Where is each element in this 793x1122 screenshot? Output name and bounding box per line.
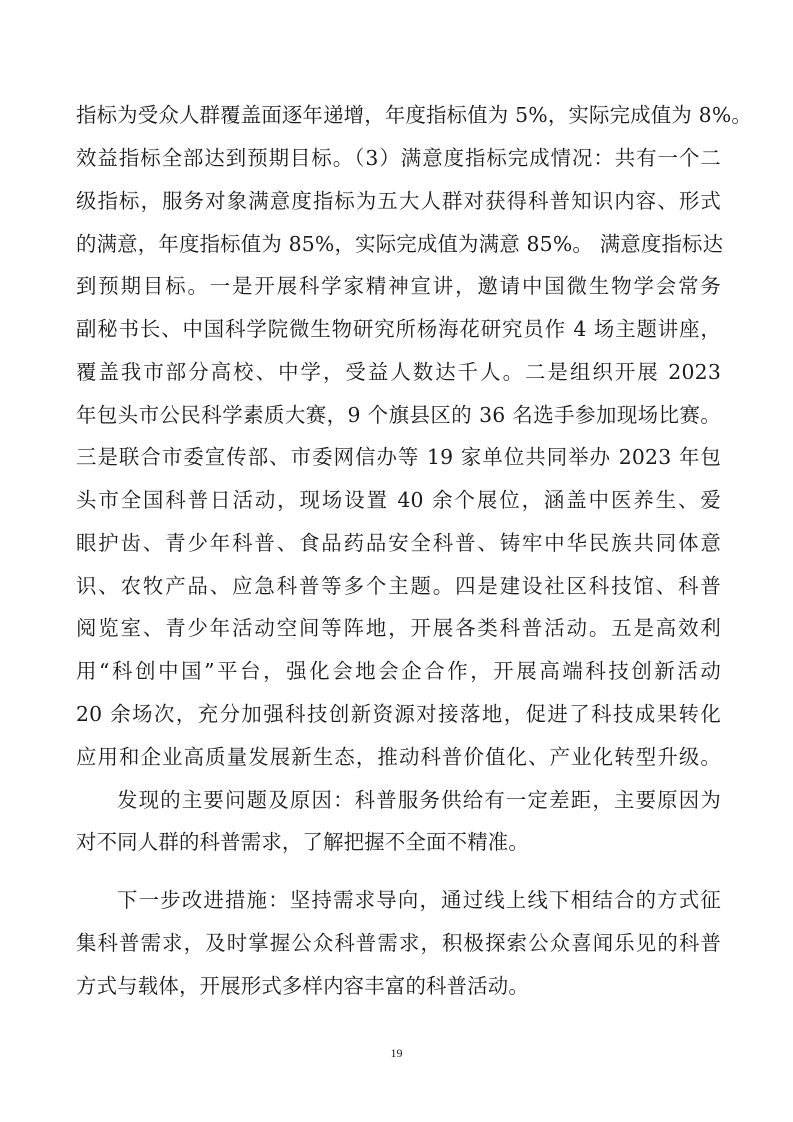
text-line: 副秘书长、中国科学院微生物研究所杨海花研究员作 4 场主题讲座，	[76, 317, 721, 341]
text-line: 效益指标全部达到预期目标。（3）满意度指标完成情况：共有一个二	[76, 146, 721, 170]
text-line: 对不同人群的科普需求，了解把握不全面不精准。	[76, 830, 529, 854]
text-line: 识、农牧产品、应急科普等多个主题。四是建设社区科技馆、科普	[76, 574, 721, 598]
page-number: 19	[390, 1046, 403, 1060]
text-line: 三是联合市委宣传部、市委网信办等 19 家单位共同举办 2023 年包	[76, 445, 721, 469]
text-line: 头市全国科普日活动，现场设置 40 余个展位，涵盖中医养生、爱	[76, 488, 721, 512]
text-line: 年包头市公民科学素质大赛，9 个旗县区的 36 名选手参加现场比赛。	[76, 403, 721, 427]
text-line: 到预期目标。一是开展科学家精神宣讲，邀请中国微生物学会常务	[76, 274, 721, 298]
text-line: 的满意，年度指标值为 85%，实际完成值为满意 85%。 满意度指标达	[76, 232, 724, 256]
text-line: 发现的主要问题及原因：科普服务供给有一定差距，主要原因为	[117, 788, 721, 812]
text-line: 用“科创中国”平台，强化会地会企合作，开展高端科技创新活动	[76, 659, 721, 683]
text-line: 级指标，服务对象满意度指标为五大人群对获得科普知识内容、形式	[76, 189, 721, 213]
text-line: 阅览室、青少年活动空间等阵地，开展各类科普活动。五是高效利	[76, 616, 721, 640]
text-line: 20 余场次，充分加强科技创新资源对接落地，促进了科技成果转化	[76, 702, 721, 726]
text-line: 下一步改进措施：坚持需求导向，通过线上线下相结合的方式征	[117, 888, 721, 912]
text-line: 覆盖我市部分高校、中学，受益人数达千人。二是组织开展 2023	[76, 360, 721, 384]
text-line: 方式与载体，开展形式多样内容丰富的科普活动。	[76, 974, 529, 998]
text-line: 集科普需求，及时掌握公众科普需求，积极探索公众喜闻乐见的科普	[76, 931, 721, 955]
text-line: 指标为受众人群覆盖面逐年递增，年度指标值为 5%，实际完成值为 8%。	[76, 103, 752, 127]
text-line: 眼护齿、青少年科普、食品药品安全科普、铸牢中华民族共同体意	[76, 531, 721, 555]
text-line: 应用和企业高质量发展新生态，推动科普价值化、产业化转型升级。	[76, 745, 721, 769]
